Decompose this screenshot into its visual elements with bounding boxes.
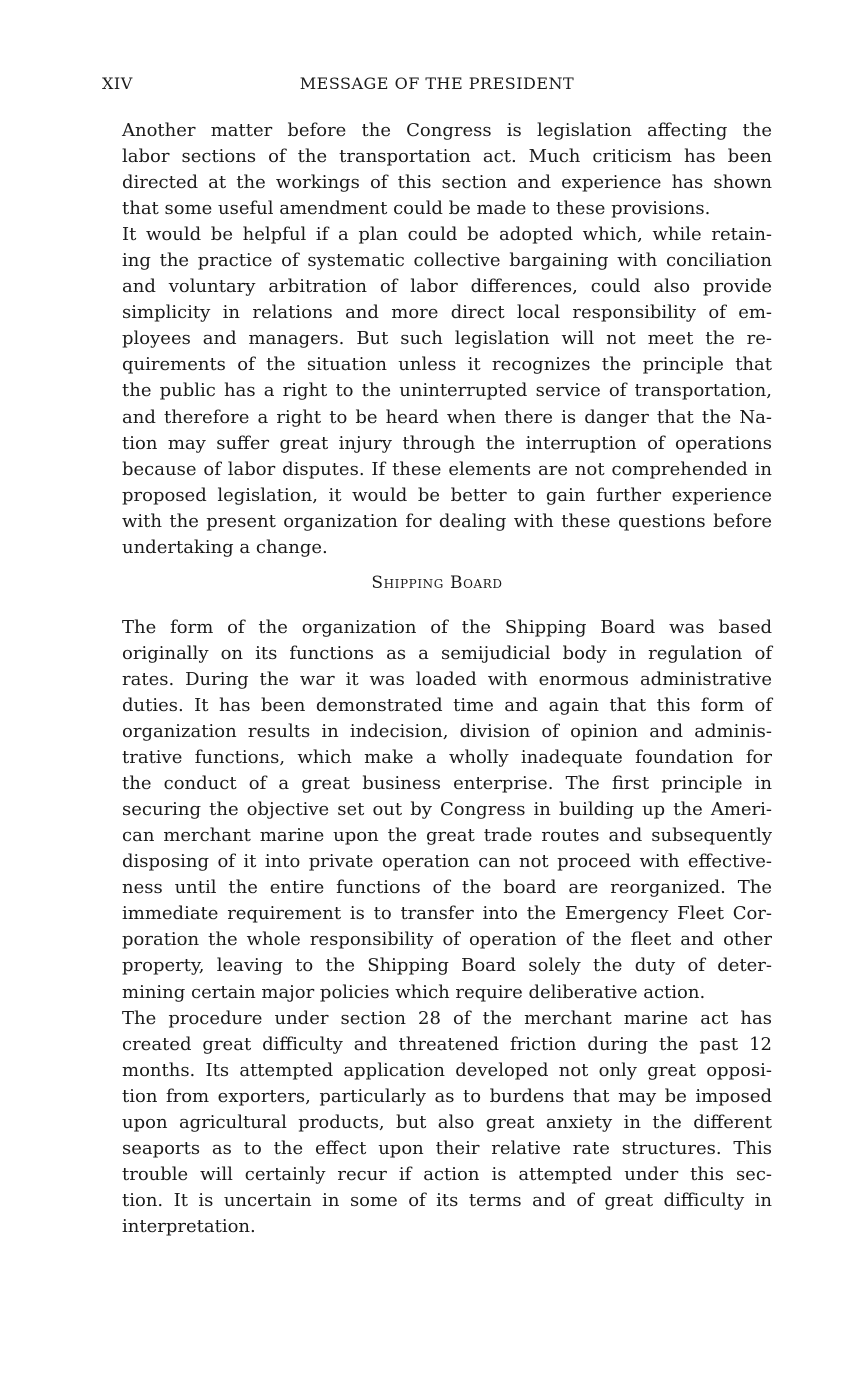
text-line: tion may suffer great injury through the interruption of operations (122, 432, 772, 454)
text-line: duties. It has been demonstrated time and again that this form of (122, 694, 772, 716)
text-line: months. Its attempted application developed not only great opposi- (122, 1059, 772, 1081)
text-line: seaports as to the effect upon their relative rate structures. This (122, 1137, 772, 1159)
paragraph-1 (102, 118, 772, 222)
text-line: The procedure under section 28 of the merchant marine act has (122, 1007, 772, 1029)
text-line: ness until the entire functions of the board are reorganized. The (122, 877, 772, 899)
text-line: created great difficulty and threatened friction during the past 12 (122, 1033, 772, 1055)
text-line: and voluntary arbitration of labor differences, could also provide (122, 276, 772, 298)
paragraph-2 (102, 222, 772, 561)
paragraph-3 (102, 615, 772, 1006)
text-line: property, leaving to the Shipping Board solely the duty of deter- (122, 955, 772, 977)
text-line: disposing of it into private operation can not proceed with effective- (122, 851, 772, 873)
text-line: ployees and managers. But such legislation will not meet the re- (122, 328, 772, 350)
text-line: because of labor disputes. If these elements are not comprehended in (122, 458, 772, 480)
text-line: the public has a right to the uninterrupted service of transportation, (122, 380, 772, 402)
text-line: immediate requirement is to transfer into the Emergency Fleet Cor- (122, 903, 772, 925)
text-line: the conduct of a great business enterprise. The first principle in (122, 773, 772, 795)
text-line: upon agricultural products, but also great anxiety in the different (122, 1111, 772, 1133)
text-line: trouble will certainly recur if action is attempted under this sec- (122, 1163, 772, 1185)
text-line: that some useful amendment could be made to these provisions. (122, 198, 711, 220)
text-line: simplicity in relations and more direct local responsibility of em- (122, 302, 772, 324)
text-line: tion from exporters, particularly as to burdens that may be imposed (122, 1085, 772, 1107)
text-line: It would be helpful if a plan could be adopted which, while retain- (122, 224, 772, 246)
text-line: labor sections of the transportation act. Much criticism has been (122, 146, 772, 168)
text-line: The form of the organization of the Shipping Board was based (122, 616, 772, 638)
text-line: quirements of the situation unless it recognizes the principle that (122, 354, 772, 376)
text-line: interpretation. (122, 1215, 256, 1237)
text-line: undertaking a change. (122, 536, 328, 558)
page-header (102, 74, 772, 98)
section-heading: Shipping Board (371, 572, 503, 593)
text-line: and therefore a right to be heard when there is danger that the Na- (122, 406, 772, 428)
text-line: organization results in indecision, division of opinion and adminis- (122, 721, 772, 743)
running-title: MESSAGE OF THE PRESIDENT (299, 74, 575, 93)
text-line: ing the practice of systematic collective bargaining with conciliation (122, 250, 772, 272)
text-line: mining certain major policies which require deliberative action. (122, 981, 706, 1003)
text-line: can merchant marine upon the great trade routes and subsequently (122, 825, 772, 847)
text-line: tion. It is uncertain in some of its terms and of great difficulty in (122, 1189, 772, 1211)
text-line: with the present organization for dealing with these questions before (122, 510, 772, 532)
page-number: XIV (102, 74, 133, 93)
text-line: poration the whole responsibility of operation of the fleet and other (122, 929, 772, 951)
text-line: proposed legislation, it would be better to gain further experience (122, 484, 772, 506)
text-line: securing the objective set out by Congress in building up the Ameri- (122, 799, 772, 821)
text-line: rates. During the war it was loaded with enormous administrative (122, 668, 772, 690)
text-line: originally on its functions as a semijudicial body in regulation of (122, 642, 772, 664)
text-line: trative functions, which make a wholly inadequate foundation for (122, 747, 772, 769)
body-text (102, 118, 772, 1240)
text-line: directed at the workings of this section and experience has shown (122, 172, 772, 194)
paragraph-4 (102, 1006, 772, 1240)
text-line: Another matter before the Congress is legislation affecting the (122, 120, 772, 141)
